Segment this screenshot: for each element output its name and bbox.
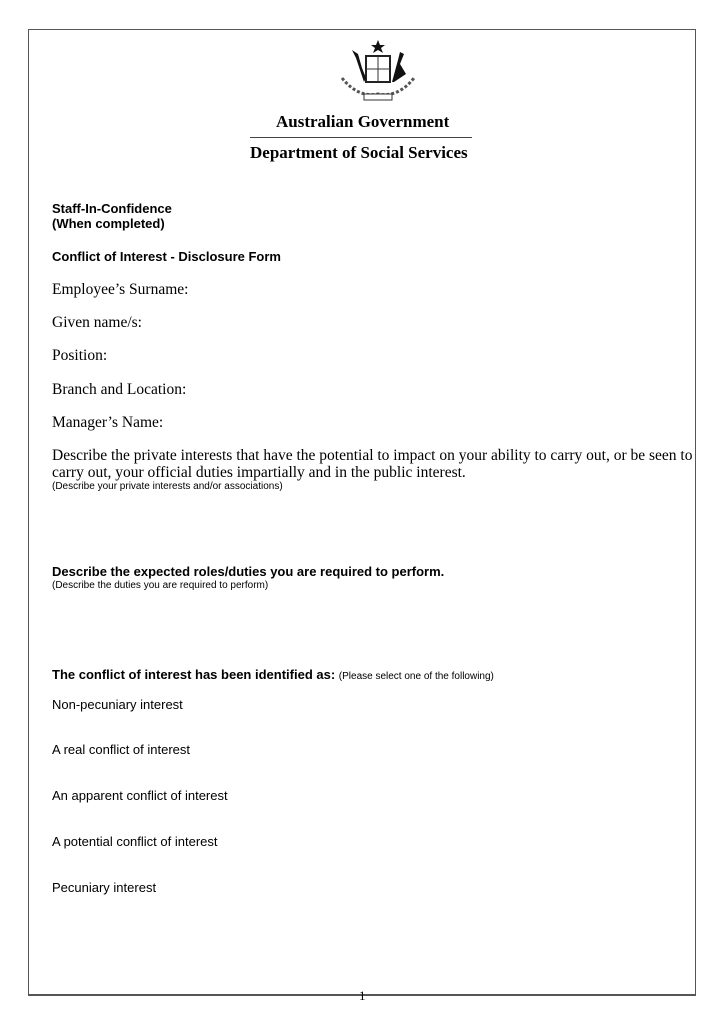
duties-question: Describe the expected roles/duties you are required to perform.	[52, 564, 445, 579]
government-name: Australian Government	[276, 112, 450, 131]
classification: Staff-In-Confidence	[52, 201, 172, 216]
duties-hint: (Describe the duties you are required to perform)	[52, 580, 269, 591]
option-pecuniary[interactable]: Pecuniary interest	[52, 880, 157, 895]
coat-of-arms-logo	[270, 38, 485, 115]
private-interests-question: Describe the private interests that have the potential to impact on your ability to carry out, or be seen to	[52, 447, 693, 464]
page-border	[28, 29, 696, 996]
page-number: 1	[359, 988, 366, 1003]
department-name: Department of Social Services	[250, 143, 468, 162]
private-interests-hint: (Describe your private interests and/or associations)	[52, 481, 283, 492]
field-manager-name[interactable]: Manager’s Name:	[52, 414, 164, 431]
identified-question: The conflict of interest has been identified as:	[52, 667, 336, 682]
option-apparent-conflict[interactable]: An apparent conflict of interest	[52, 788, 228, 803]
identified-hint: (Please select one of the following)	[338, 671, 494, 682]
field-surname[interactable]: Employee’s Surname:	[52, 281, 189, 298]
private-interests-question-cont: carry out, your official duties impartially and in the public interest.	[52, 464, 466, 481]
option-real-conflict[interactable]: A real conflict of interest	[52, 742, 191, 757]
header-divider	[250, 137, 472, 138]
form-title: Conflict of Interest - Disclosure Form	[52, 249, 281, 264]
identified-question-row	[52, 667, 494, 682]
option-non-pecuniary[interactable]: Non-pecuniary interest	[52, 697, 183, 712]
classification-note: (When completed)	[52, 216, 165, 231]
field-given-names[interactable]: Given name/s:	[52, 314, 142, 331]
field-position[interactable]: Position:	[52, 347, 108, 364]
option-potential-conflict[interactable]: A potential conflict of interest	[52, 834, 218, 849]
field-branch-location[interactable]: Branch and Location:	[52, 381, 187, 398]
